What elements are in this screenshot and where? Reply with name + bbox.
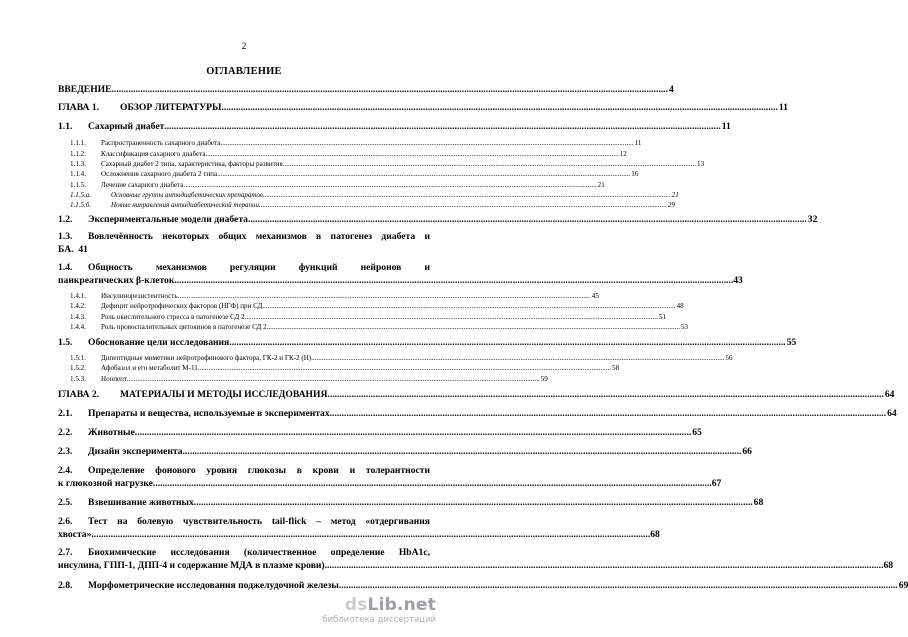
toc-entry-1-1-2[interactable]: 1.1.2. Классификация сахарного диабета. ..... 12 [58, 150, 430, 158]
dslib-tagline: библиотека диссертаций [322, 615, 436, 625]
dslib-watermark [316, 595, 436, 627]
toc-entry-1-1-1[interactable]: 1.1.1. Распространенность сахарного диабета. ..... 11 [58, 139, 430, 147]
toc-entry-introduction[interactable]: ВВЕДЕНИЕ ..... 4 [58, 84, 430, 95]
toc-entry-2-5[interactable]: 2.5. Взвешивание животных. ..... 68 [58, 497, 430, 508]
toc-entry-1-4[interactable]: 1.4. Общность механизмов регуляции функций нейронов и панкреатических β-клеток. ..... 43 [58, 261, 430, 287]
toc-entry-1-1-5-a[interactable]: 1.1.5.а. Основные группы антидиабетических препаратов. ..... 21 [58, 191, 430, 199]
toc-entry-2-7[interactable]: 2.7. Биохимические исследования (количественное определение HbA1c, инсулина, ГПП-1, ДПП-4 и содержание МДА в плазме крови). ..... 68 [58, 546, 430, 572]
toc-entry-1-5[interactable]: 1.5. Обоснование цели исследования ..... 55 [58, 337, 430, 348]
toc-entry-1-1-5[interactable]: 1.1.5. Лечение сахарного диабета. ..... 21 [58, 181, 430, 189]
toc-entry-1-4-2[interactable]: 1.4.2. Дефицит нейротрофических факторов (НГФ) при СД. ..... 48 [58, 302, 430, 310]
toc-entry-1-2[interactable]: 1.2. Экспериментальные модели диабета. ..... 32 [58, 214, 430, 225]
toc-entry-chapter-1[interactable]: ГЛАВА 1. ОБЗОР ЛИТЕРАТУРЫ ..... 11 [58, 102, 430, 113]
toc-entry-1-5-1[interactable]: 1.5.1. Дипептидные миметики нейротрофинового фактора, ГК-2 и ГК-2 (Н). ..... 56 [58, 354, 430, 362]
toc-entry-1-5-3[interactable]: 1.5.3. Ноопепт. ..... 59 [58, 375, 430, 383]
toc-entry-2-3[interactable]: 2.3. Дизайн эксперимента. ..... 66 [58, 446, 430, 457]
toc-entry-chapter-2[interactable]: ГЛАВА 2. МАТЕРИАЛЫ И МЕТОДЫ ИССЛЕДОВАНИЯ ..... 64 [58, 389, 430, 400]
toc-entry-2-1[interactable]: 2.1. Препараты и вещества, используемые в экспериментах ..... 64 [58, 408, 430, 419]
toc-entry-1-4-3[interactable]: 1.4.3. Роль окислительного стресса в патогенезе СД 2. ..... 51 [58, 313, 430, 321]
toc-entry-1-1-3[interactable]: 1.1.3. Сахарный диабет 2 типа, характеристика, факторы развития. ..... 13 [58, 160, 430, 168]
toc-entry-1-1-4[interactable]: 1.1.4. Осложнения сахарного диабета 2 типа. ..... 16 [58, 170, 430, 178]
toc-entry-1-4-1[interactable]: 1.4.1. Инсулинорезистентность. ..... 45 [58, 292, 430, 300]
page-number: 2 [241, 41, 247, 51]
toc-entry-1-5-2[interactable]: 1.5.2. Афобазол и его метаболит М-11. ..... 58 [58, 364, 430, 372]
toc-title: ОГЛАВЛЕНИЕ [206, 66, 282, 77]
toc-entry-1-4-4[interactable]: 1.4.4. Роль провоспалительных цитокинов в патогенезе СД 2. ..... 53 [58, 323, 430, 331]
toc-entry-2-2[interactable]: 2.2. Животные ..... 65 [58, 427, 430, 438]
toc-entry-1-3[interactable]: 1.3. Вовлечённость некоторых общих механизмов в патогенез диабета и БА. 41 [58, 231, 430, 255]
dslib-logo: dsLib.net [344, 595, 436, 615]
toc-page [58, 0, 908, 637]
toc-entry-2-6[interactable]: 2.6. Тест на болевую чувствительность tail-flick – метод «отдергивания хвоста». ..... 68 [58, 515, 430, 541]
toc-entry-1-1-5-b[interactable]: 1.1.5.б. Новые направления антидиабетической терапии. ..... 29 [58, 201, 430, 209]
toc-entry-2-4[interactable]: 2.4. Определение фонового уровня глюкозы в крови и толерантности к глюкозной нагрузке. ..... 67 [58, 464, 430, 490]
toc-entry-2-8[interactable]: 2.8. Морфометрические исследования поджелудочной железы. ..... 69 [58, 580, 430, 591]
toc-entry-1-1[interactable]: 1.1. Сахарный диабет ..... 11 [58, 121, 430, 132]
